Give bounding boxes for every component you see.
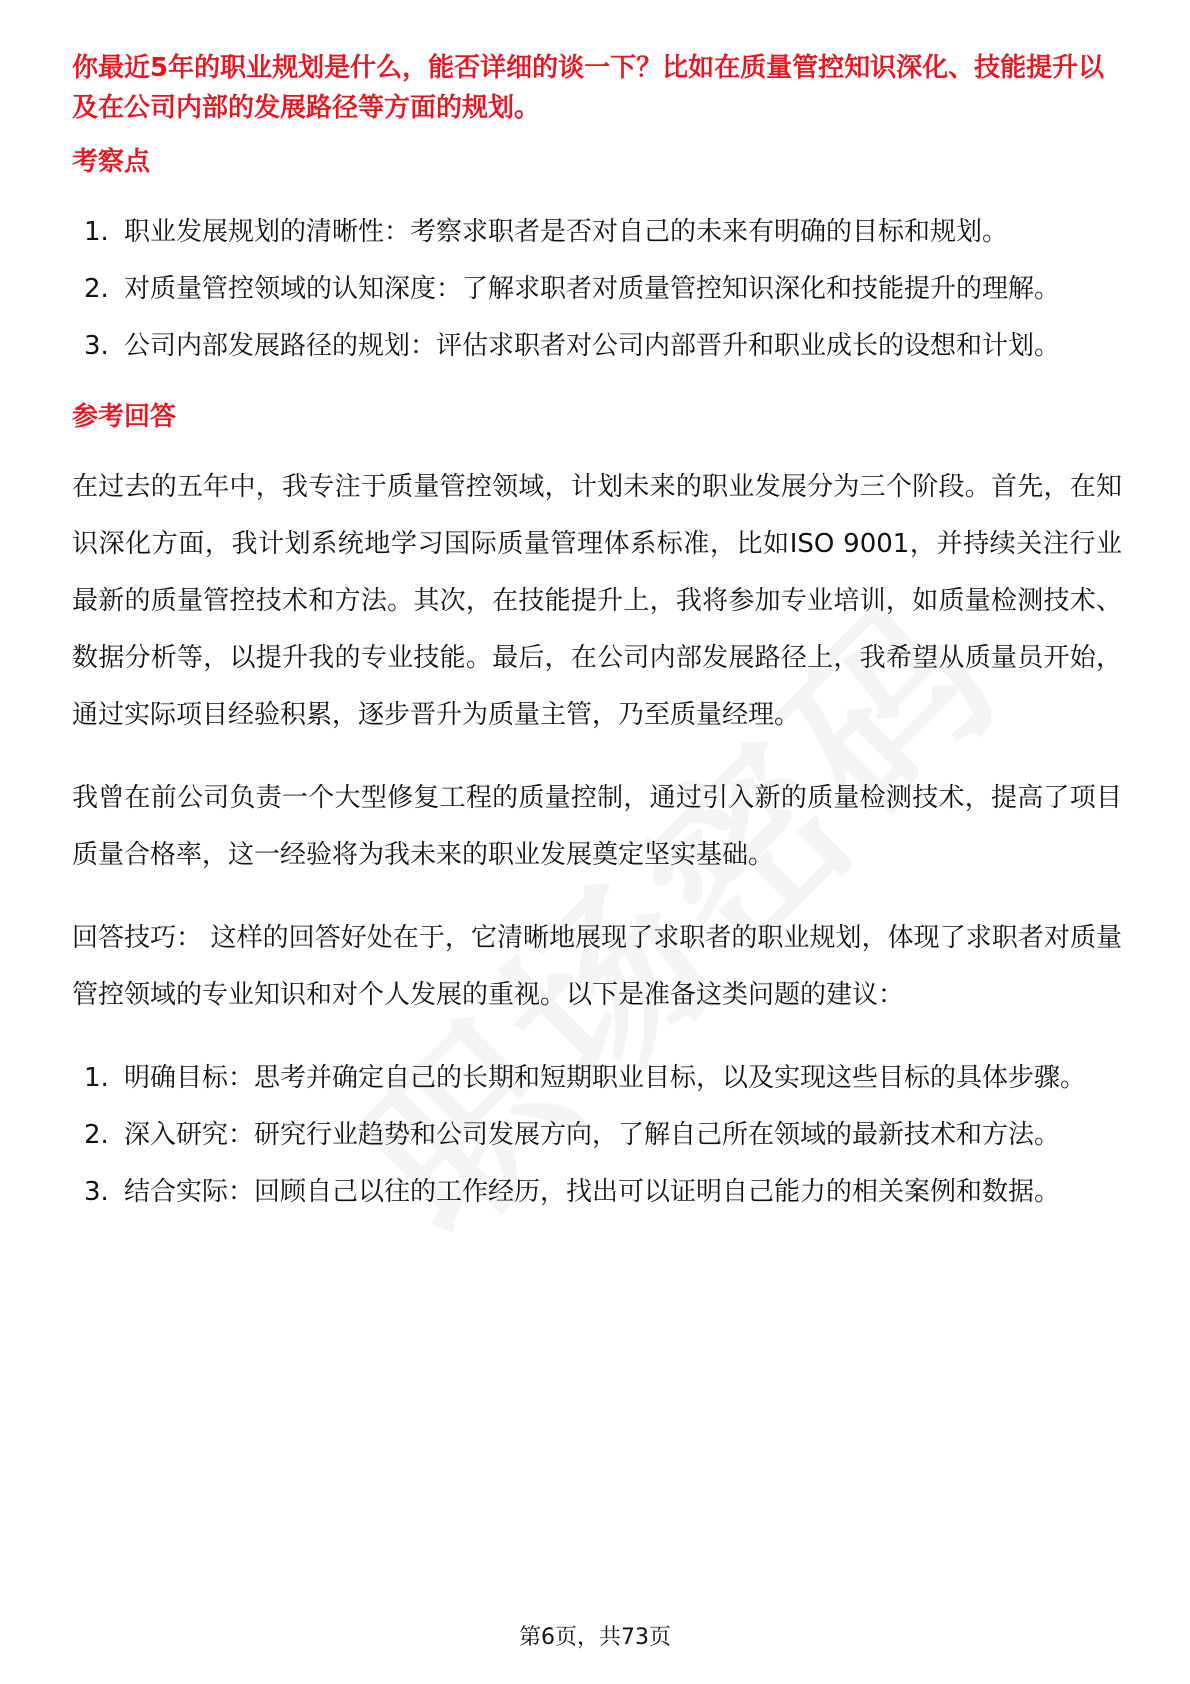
answer-heading: 参考回答 [72, 402, 177, 432]
list-item-text: 对质量管控领域的认知深度：了解求职者对质量管控知识深化和技能提升的理解。 [124, 274, 1061, 304]
tips-list [72, 1050, 1122, 1221]
list-item-text: 深入研究：研究行业趋势和公司发展方向，了解自己所在领域的最新技术和方法。 [124, 1120, 1061, 1150]
page-number: 第6页，共73页 [519, 1625, 671, 1650]
question-title: 你最近5年的职业规划是什么，能否详细的谈一下？比如在质量管控知识深化、技能提升以及在公司内部的发展路径等方面的规划。 [72, 53, 1105, 123]
list-item [72, 318, 1122, 375]
list-item-text: 公司内部发展路径的规划：评估求职者对公司内部晋升和职业成长的设想和计划。 [124, 331, 1061, 361]
list-item-text: 结合实际：回顾自己以往的工作经历，找出可以证明自己能力的相关案例和数据。 [124, 1177, 1061, 1207]
list-item-number: 1. [84, 1063, 109, 1093]
list-item [72, 1107, 1122, 1164]
list-item-text: 职业发展规划的清晰性：考察求职者是否对自己的未来有明确的目标和规划。 [124, 217, 1009, 247]
key-points-heading: 考察点 [72, 147, 151, 177]
list-item-number: 2. [84, 274, 109, 304]
answer-tips-paragraph: 回答技巧： 这样的回答好处在于，它清晰地展现了求职者的职业规划，体现了求职者对质量管控领域的专业知识和对个人发展的重视。以下是准备这类问题的建议： [72, 923, 1122, 1010]
list-item-number: 2. [84, 1120, 109, 1150]
list-item [72, 1164, 1122, 1221]
list-item [72, 1050, 1122, 1107]
answer-paragraph: 在过去的五年中，我专注于质量管控领域，计划未来的职业发展分为三个阶段。首先，在知识深化方面，我计划系统地学习国际质量管理体系标准，比如ISO 9001，并持续关注行业最新的质量管控技术和方法。其次，在技能提升上，我将参加专业培训，如质量检测技术、数据分析等，以提升我的专业技能。最后，在公司内部发展路径上，我希望从质量员开始，通过实际项目经验积累，逐步晋升为质量主管，乃至质量经理。 [72, 472, 1122, 730]
list-item-text: 明确目标：思考并确定自己的长期和短期职业目标，以及实现这些目标的具体步骤。 [124, 1063, 1087, 1093]
list-item-number: 3. [84, 331, 109, 361]
list-item [72, 261, 1122, 318]
answer-paragraph: 我曾在前公司负责一个大型修复工程的质量控制，通过引入新的质量检测技术，提高了项目质量合格率，这一经验将为我未来的职业发展奠定坚实基础。 [72, 783, 1122, 870]
page-content [72, 48, 1122, 1243]
key-points-list [72, 204, 1122, 375]
list-item [72, 204, 1122, 261]
list-item-number: 1. [84, 217, 109, 247]
list-item-number: 3. [84, 1177, 109, 1207]
